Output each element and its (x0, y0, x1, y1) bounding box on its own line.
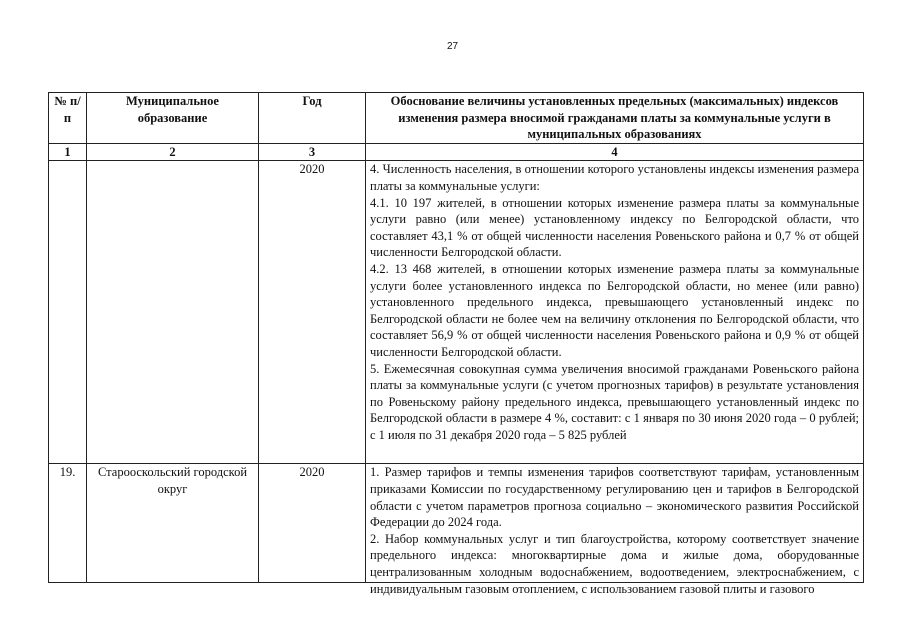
column-number: 3 (259, 143, 366, 161)
paragraph: 1. Размер тарифов и темпы изменения тарифов соответствуют тарифам, установленным приказами Комиссии по государственному регулированию цен и тарифов в Белгородской области с учетом параметров прогноза социально – экономического развития Российской Федерации до 2024 года. (370, 465, 859, 530)
row-year: 2020 (259, 464, 366, 583)
table-row (49, 464, 864, 583)
table-row (49, 161, 864, 464)
row-year: 2020 (259, 161, 366, 464)
column-number: 2 (87, 143, 259, 161)
column-number: 1 (49, 143, 87, 161)
row-municipality (87, 161, 259, 464)
page-number: 27 (446, 41, 459, 52)
row-number: 19. (49, 464, 87, 583)
paragraph: 5. Ежемесячная совокупная сумма увеличения вносимой гражданами Ровеньского района платы за коммунальные услуги (с учетом прогнозных тарифов) в результате установления по Ровеньскому району предельного индекса, превышающего установленный индекс по Белгородской области в размере 4 %, составит: с 1 января по 30 июня 2020 года – 0 рублей; с 1 июля по 31 декабря 2020 года – 5 825 рублей (370, 361, 859, 442)
column-number-row (49, 143, 864, 161)
paragraph: 4.2. 13 468 жителей, в отношении которых изменение размера платы за коммунальные услуги более установленного индекса по Белгородской области, но менее (или равно) установленного предельного индекса, превышающего установленный индекс по Белгородской области не более чем на величину отклонения по Белгородской области, что составляет 56,9 % от общей численности населения Ровеньского района и 0,9 % от общей численности Белгородской области. (370, 261, 859, 359)
tariff-justification-table (48, 92, 864, 596)
table-header-row (49, 93, 864, 144)
column-number: 4 (366, 143, 864, 161)
row-municipality: Старооскольский городской округ (87, 464, 259, 583)
paragraph: 4.1. 10 197 жителей, в отношении которых изменение размера платы за коммунальные услуги равно (или менее) установленному индексу по Белгородской области, что составляет 43,1 % от общей численности населения Ровеньского района и 0,7 % от общей численности Белгородской области. (370, 195, 859, 260)
header-municipality: Муниципальное образование (87, 93, 259, 144)
header-justification: Обоснование величины установленных предельных (максимальных) индексов изменения размера вносимой гражданами платы за коммунальные услуги в муниципальных образованиях (366, 93, 864, 144)
header-number: № п/п (49, 93, 87, 144)
row-number (49, 161, 87, 464)
row-justification (366, 161, 864, 464)
paragraph: 2. Набор коммунальных услуг и тип благоустройства, которому соответствует значение предельного индекса: многоквартирные дома и жилые дома, оборудованные централизованным холодным водоснабжением, водоотведением, электроснабжением, с индивидуальным газовым отоплением, с использованием газовой плиты и газового (370, 531, 859, 596)
paragraph: 4. Численность населения, в отношении которого установлены индексы изменения размера платы за коммунальные услуги: (370, 162, 859, 193)
header-year: Год (259, 93, 366, 144)
row-justification (366, 464, 864, 596)
